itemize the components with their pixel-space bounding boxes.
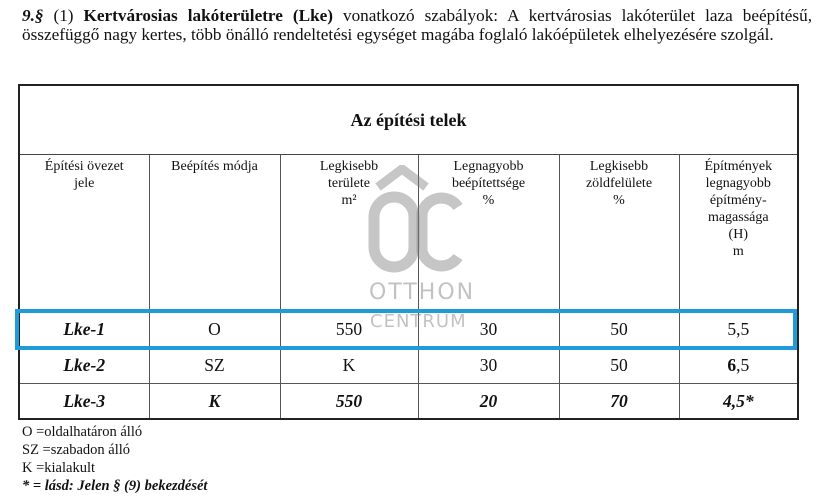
cell-zone: Lke-1 xyxy=(19,311,149,348)
building-plot-table xyxy=(18,84,799,420)
cell-mode: SZ xyxy=(149,348,280,384)
cell-built: 30 xyxy=(418,348,559,384)
section-number: 9.§ xyxy=(22,6,44,25)
zone-title: Kertvárosias lakóterületre xyxy=(83,6,283,25)
table-row xyxy=(19,384,798,420)
header-min-area: Legkisebb területe m² xyxy=(280,155,418,311)
cell-height: 5,5 xyxy=(679,311,798,348)
cell-mode: K xyxy=(149,384,280,420)
cell-mode: O xyxy=(149,311,280,348)
header-min-green: Legkisebb zöldfelülete % xyxy=(559,155,679,311)
header-build-mode: Beépítés módja xyxy=(149,155,280,311)
paragraph-number: (1) xyxy=(53,6,74,25)
cell-green: 70 xyxy=(559,384,679,420)
cell-green: 50 xyxy=(559,311,679,348)
table-title: Az építési telek xyxy=(19,85,798,155)
table-row xyxy=(19,348,798,384)
legend-item: K =kialakult xyxy=(22,460,96,476)
legend-item: SZ =szabadon álló xyxy=(22,442,131,458)
cell-zone: Lke-3 xyxy=(19,384,149,420)
legend-note: * = lásd: Jelen § (9) bekezdését xyxy=(22,478,208,494)
table-row xyxy=(19,311,798,348)
zone-code: (Lke) xyxy=(292,6,333,25)
cell-area: 550 xyxy=(280,384,418,420)
watermark-line2: CENTRUM xyxy=(370,311,467,332)
intro-text: vonatkozó szabályok: A kertvárosias lakóterület laza beépítésű, összefüggő nagy kertes, több önálló rendeltetési egységet magába foglaló lakóépületek elhelyezésére szolgál. xyxy=(22,6,812,44)
cell-height: 4,5* xyxy=(679,384,798,420)
watermark-line1: OTTHON xyxy=(369,280,476,305)
cell-built: 30 xyxy=(418,311,559,348)
cell-height: 6,5 xyxy=(679,348,798,384)
legend-item: O =oldalhatáron álló xyxy=(22,424,143,440)
intro-paragraph xyxy=(22,6,812,44)
cell-area: K xyxy=(280,348,418,384)
cell-built: 20 xyxy=(418,384,559,420)
cell-area: 550 xyxy=(280,311,418,348)
table-header-row xyxy=(19,155,798,311)
header-zone: Építési övezet jele xyxy=(19,155,149,311)
legend xyxy=(22,423,207,495)
header-max-coverage: Legnagyobb beépítettsége % xyxy=(418,155,559,311)
cell-green: 50 xyxy=(559,348,679,384)
header-max-height: Építmények legnagyobb építmény- magassága (H) m xyxy=(679,155,798,311)
cell-zone: Lke-2 xyxy=(19,348,149,384)
